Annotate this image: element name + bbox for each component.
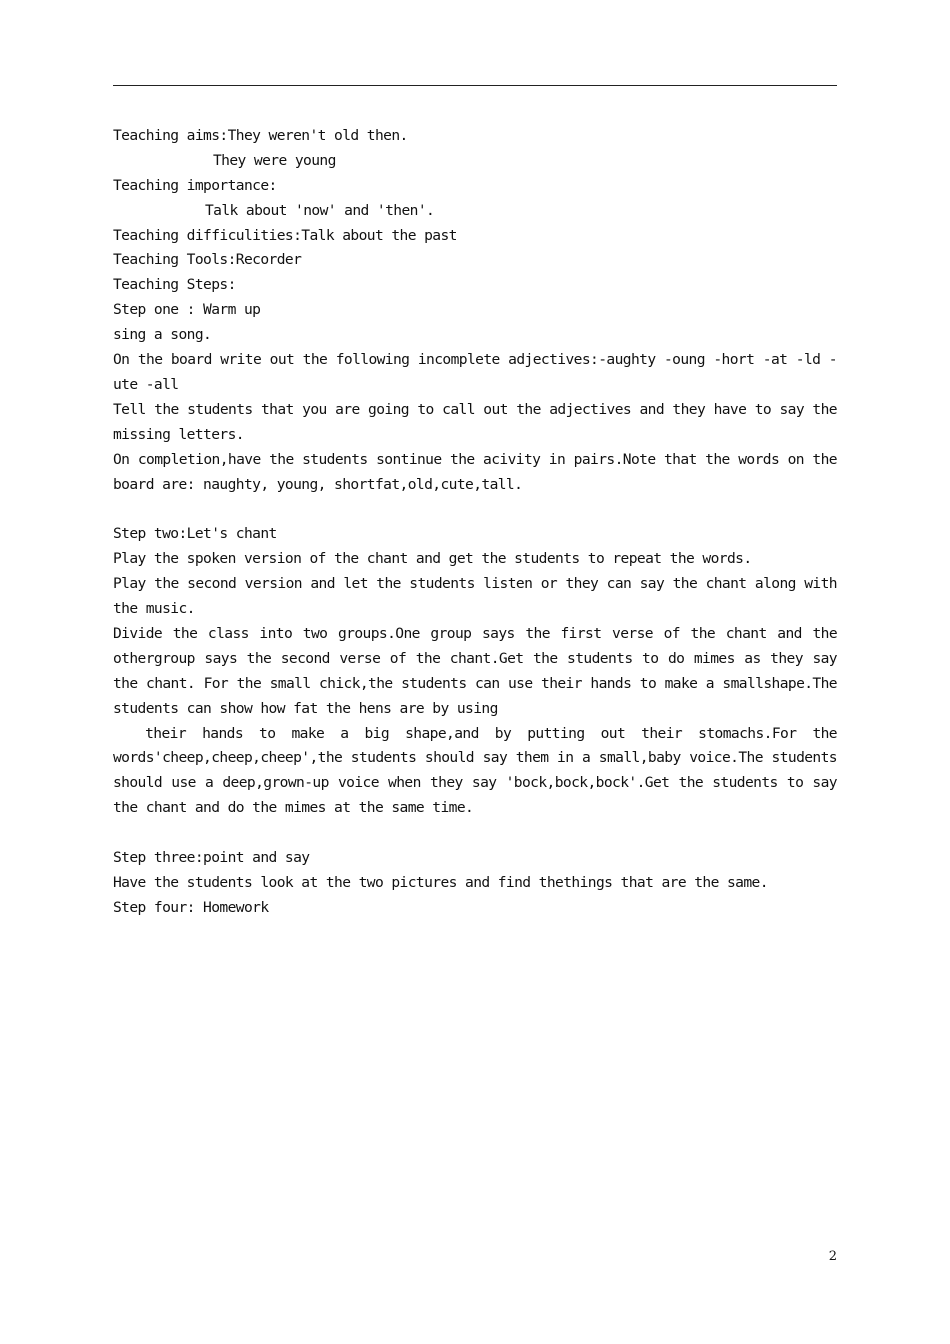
step-three-paragraph: Have the students look at the two pictures and find thethings that are the same.	[113, 873, 768, 891]
teaching-importance: Teaching importance:	[113, 176, 277, 194]
teaching-difficulties: Teaching difficulities:Talk about the past	[113, 226, 457, 244]
step-one-heading: Step one : Warm up	[113, 301, 261, 319]
step-one-paragraph: On completion,have the students sontinue the acivity in pairs.Note that the words on the board are: naughty, young, shortfat,old,cute,tall.	[113, 450, 837, 493]
teaching-aims: Teaching aims:They weren't old then.	[113, 127, 408, 144]
step-one-paragraph: sing a song.	[113, 326, 212, 344]
teaching-importance-detail: Talk about 'now' and 'then'.	[205, 201, 435, 219]
step-three-heading: Step three:point and say	[113, 849, 310, 867]
step-four-heading: Step four: Homework	[113, 898, 269, 916]
paragraph-spacer	[113, 497, 837, 522]
step-two-paragraph: Divide the class into two groups.One group says the first verse of the chant and the othergroup says the second verse of the chant.Get the students to do mimes as they say the chant. For the small chick,the students can use their hands to make a smallshape.The students can show how fat the hens are by using	[113, 624, 846, 717]
teaching-tools: Teaching Tools:Recorder	[113, 251, 302, 269]
document-body	[113, 124, 846, 921]
teaching-aims-continued: They were young	[213, 151, 336, 169]
teaching-steps-heading: Teaching Steps:	[113, 276, 236, 294]
step-one-paragraph: On the board write out the following incomplete adjectives:-aughty -oung -hort -at -ld -ute -all	[113, 351, 837, 393]
step-two-paragraph: Play the second version and let the students listen or they can say the chant along with the music.	[113, 575, 837, 618]
step-two-heading: Step two:Let's chant	[113, 525, 277, 543]
step-one-paragraph: Tell the students that you are going to call out the adjectives and they have to say the missing letters.	[113, 400, 837, 443]
header-rule	[113, 85, 837, 86]
step-two-paragraph: their hands to make a big shape,and by putting out their stomachs.For the words'cheep,cheep,cheep',the students should say them in a small,baby voice.The students should use a deep,grown-up voice when they say 'bock,bock,bock'.Get the students to say the chant and do the mimes at the same time.	[113, 724, 846, 817]
step-two-paragraph: Play the spoken version of the chant and get the students to repeat the words.	[113, 550, 752, 568]
paragraph-spacer	[113, 821, 837, 846]
page-number: 2	[828, 1249, 837, 1264]
